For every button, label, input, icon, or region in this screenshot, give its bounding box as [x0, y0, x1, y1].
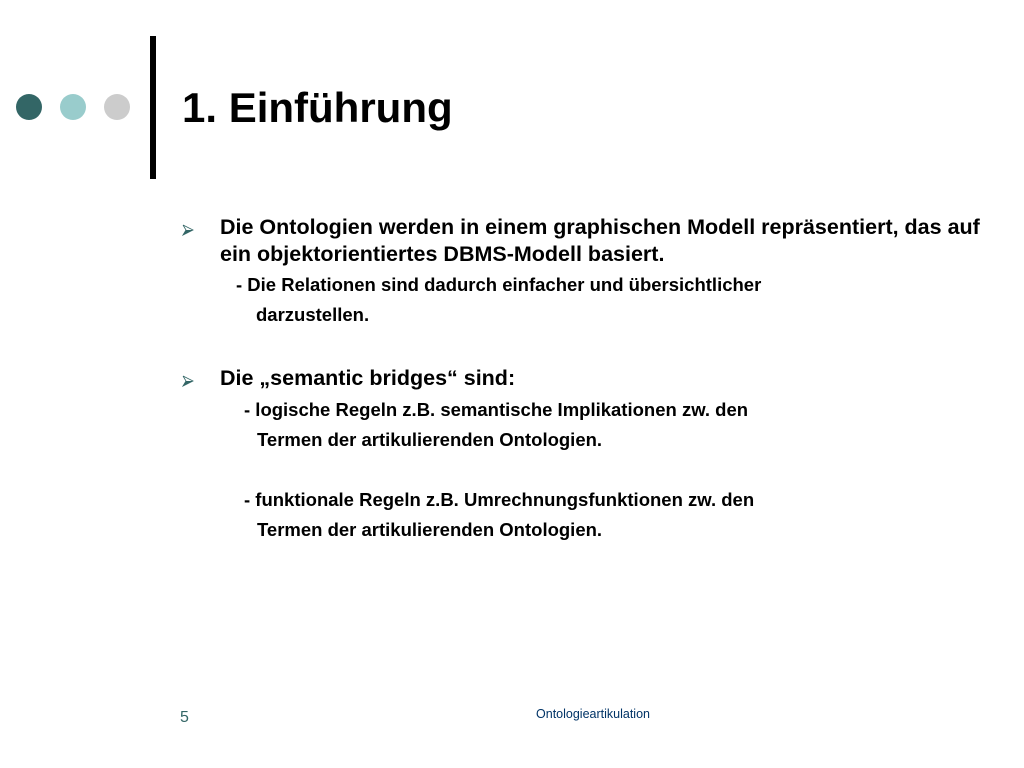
sub-item-line: - funktionale Regeln z.B. Umrechnungsfunktionen zw. den: [244, 489, 755, 510]
circle-icon: [104, 94, 130, 120]
sub-item-line: Termen der artikulierenden Ontologien.: [257, 519, 603, 540]
sub-item-line: Termen der artikulierenden Ontologien.: [257, 429, 603, 450]
sub-item-line: darzustellen.: [256, 304, 370, 325]
arrowhead-bullet-icon: [182, 374, 194, 386]
arrowhead-bullet-icon: [182, 223, 194, 235]
bullet-text: Die Ontologien werden in einem graphischen Modell repräsentiert, das auf ein objektorientiertes DBMS-Modell basiert.: [220, 215, 980, 266]
page-number: 5: [180, 709, 189, 726]
bullet-item: [180, 214, 980, 268]
circle-icon: [16, 94, 42, 120]
bullet-text: Die „semantic bridges“ sind:: [220, 366, 516, 390]
sub-item-line: - Die Relationen sind dadurch einfacher und übersichtlicher: [236, 274, 762, 295]
bullet-item: [180, 365, 980, 392]
sub-item-line: - logische Regeln z.B. semantische Implikationen zw. den: [244, 399, 749, 420]
slide-content: [180, 214, 980, 545]
title-divider: [150, 36, 156, 179]
circle-icon: [60, 94, 86, 120]
footer-text: Ontologieartikulation: [536, 707, 650, 721]
slide-title: 1. Einführung: [182, 84, 453, 131]
